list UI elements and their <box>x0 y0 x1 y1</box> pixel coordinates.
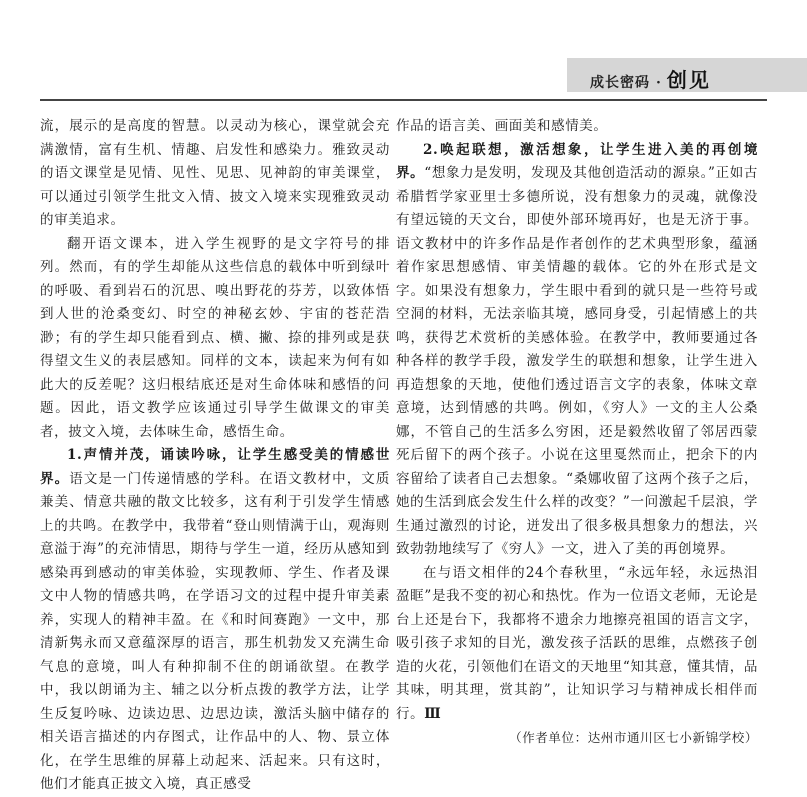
column-header <box>590 64 711 92</box>
paragraph-conclusion <box>396 562 758 727</box>
right-column <box>396 115 758 750</box>
section-2-body: “想象力是发明，发现及其他创造活动的源泉。”正如古希腊哲学家亚里士多德所说，没有想象力的灵魂，就像没有望远镜的天文台，即使外部环境再好，也是无济于事。语文教材中的许多作品是作者创作的艺术典型形象，蕴涵着作家思想感情、审美情趣的载体。它的外在形式是文字。如果没有想象力，学生眼中看到的就只是一些符号或空洞的材料，无法亲临其境，感同身受，引起情感上的共鸣，获得艺术赏析的美感体验。在教学中，教师要通过各种各样的教学手段，激发学生的联想和想象，让学生进入再造想象的天地，使他们透过语言文字的表象，体味文章意境，达到情感的共鸣。例如，《穷人》一文的主人公桑娜，不管自己的生活多么穷困，还是毅然收留了邻居西蒙死后留下的两个孩子。小说在这里戛然而止，把余下的内容留给了读者自己去想象。“桑娜收留了这两个孩子之后，她的生活到底会发生什么样的改变？”一问激起千层浪，学生通过激烈的讨论，迸发出了很多极具想象力的想法，兴致勃勃地续写了《穷人》一文，进入了美的再创境界。 <box>396 165 758 557</box>
section-1-body: 语文是一门传递情感的学科。在语文教材中，文质兼美、情意共融的散文比较多，这有利于引发学生情感上的共鸣。在教学中，我带着“登山则情满于山，观海则意溢于海”的充沛情思，期待与学生一道，经历从感知到感染再到感动的审美体验，实现教师、学生、作者及课文中人物的情感共鸣，在学语习文的过程中提升审美素养，实现人的精神丰盈。在《和时间赛跑》一文中，那清新隽永而又意蕴深厚的语言，那生机勃发又充满生命气息的意境，叫人有种抑制不住的朗诵欲望。在教学中，我以朗诵为主、辅之以分析点拨的教学方法，让学生反复吟咏、边读边思、边思边读，激活头脑中储存的相关语言描述的内存图式，让作品中的人、物、景立体化，在学生思维的屏幕上动起来、活起来。只有这时，他们才能真正披文入境，真正感受 <box>40 470 391 792</box>
section-1-heading: 1.声情并茂，诵读吟咏，让学生感受美的情感世界。 <box>40 447 390 487</box>
left-column <box>40 115 390 797</box>
header-separator: · <box>656 75 661 91</box>
paragraph-textbook: 翻开语文课本，进入学生视野的是文字符号的排列。然而，有的学生却能从这些信息的载体中听到绿叶的呼吸、看到岩石的沉思、嗅出野花的芬芳，以致体悟到人世的沧桑变幻、时空的神秘玄妙、宇宙的苍茫浩渺；有的学生却只能看到点、横、撇、捺的排列或是获得望文生义的表层感知。同样的文本，读起来为何有如此大的反差呢？这归根结底还是对生命体味和感悟的问题。因此，语文教学应该通过引导学生做课文的审美者，披文入境，去体味生命，感悟生命。 <box>40 235 390 440</box>
author-affiliation: （作者单位：达州市通川区七小新锦学校） <box>509 730 758 745</box>
section-name: 成长密码 <box>590 75 650 91</box>
header-rule <box>40 99 767 101</box>
section-2-heading: 2.唤起联想，激活想象，让学生进入美的再创境界。 <box>396 141 758 181</box>
paragraph-section-2 <box>396 139 758 562</box>
paragraph-continued-right: 作品的语言美、画面美和感情美。 <box>396 118 608 134</box>
end-mark: Ⅲ <box>424 705 440 722</box>
conclusion-text: 在与语文相伴的24个春秋里，“永远年轻，永远热泪盈眶”是我不变的初心和热忱。作为一位语文老师，无论是台上还是台下，我都将不遗余力地擦亮祖国的语言文字，吸引孩子求知的目光，激发孩子活跃的思维，点燃孩子创造的火花，引领他们在语文的天地里“知其意，懂其情，品其味，明其理，赏其韵”，让知识学习与精神成长相伴而行。 <box>396 564 758 722</box>
paragraph-section-1 <box>40 444 390 797</box>
column-name: 创见 <box>666 68 711 92</box>
paragraph-continued: 流，展示的是高度的智慧。以灵动为核心，课堂就会充满激情，富有生机、情趣、启发性和感染力。雅致灵动的语文课堂是见情、见性、见思、见神韵的审美课堂，可以通过引领学生批文入情、披文入境来实现雅致灵动的审美追求。 <box>40 118 390 228</box>
